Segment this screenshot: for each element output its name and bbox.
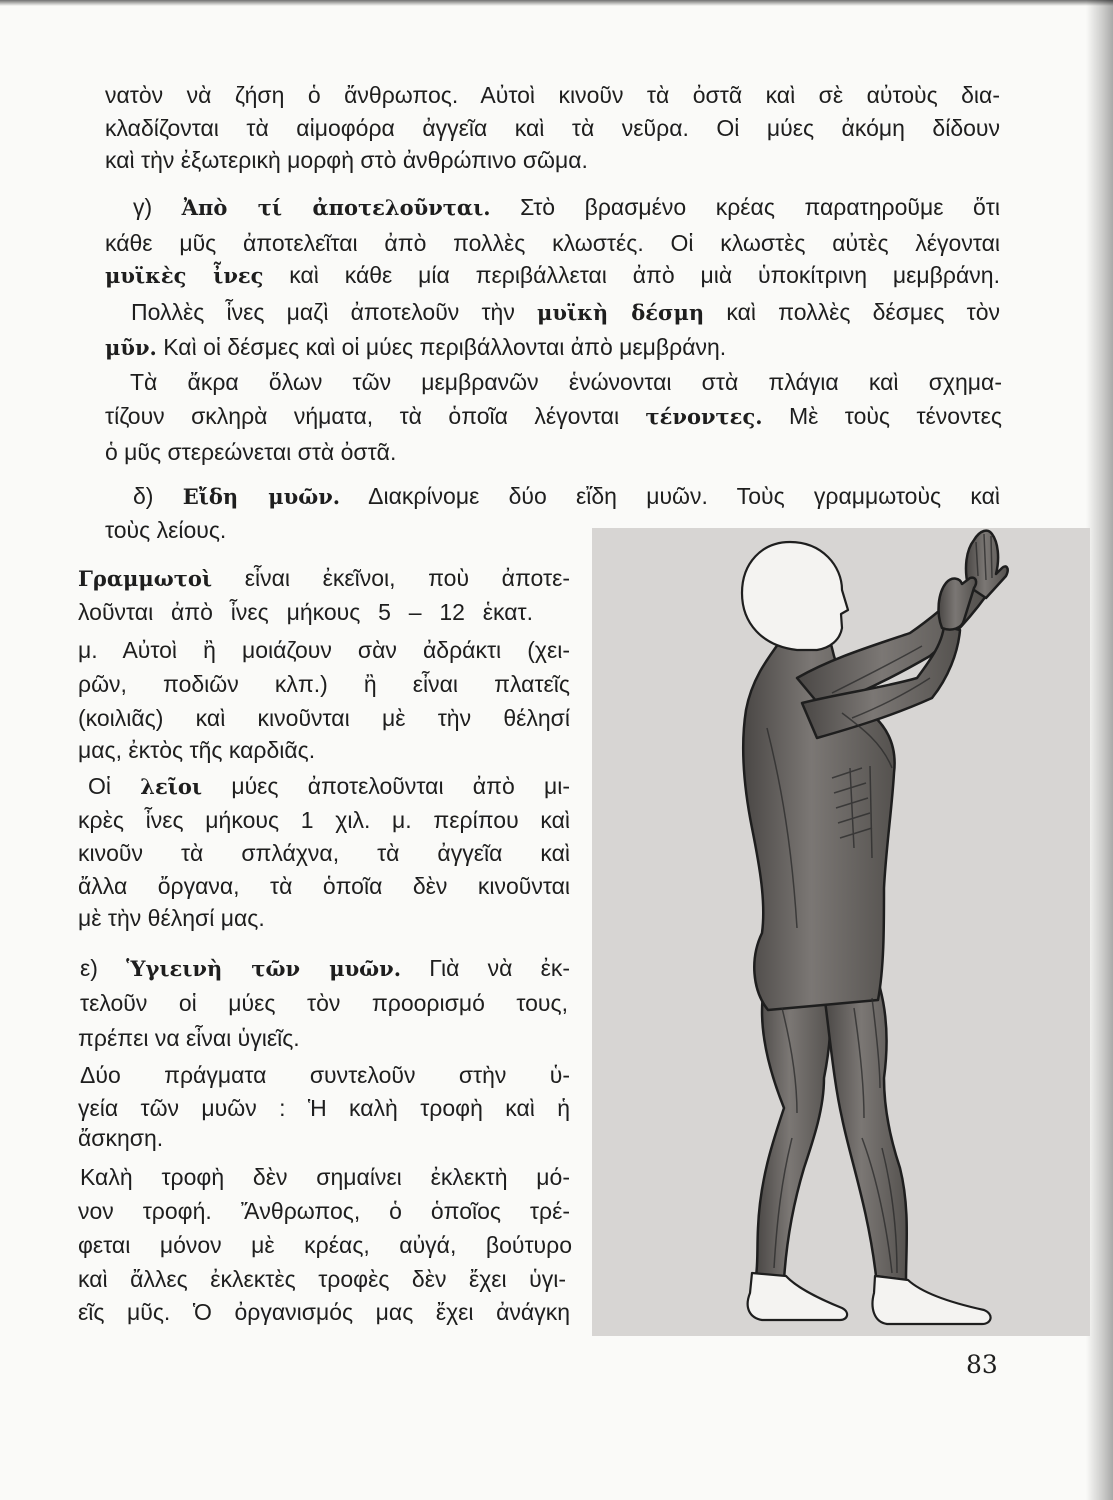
bold-term: Γραμμωτοὶ [78, 566, 213, 591]
section-heading: Ὑγιεινὴ τῶν μυῶν. [126, 956, 402, 981]
body-text-line [78, 1194, 570, 1228]
text: Στὸ βρασμένο κρέας παρατηροῦμε ὅτι [490, 194, 1000, 220]
text: νατὸν νὰ ζήση ὁ ἄνθρωπος. Αὐτοὶ κινοῦν τὰ ὀστᾶ καὶ σὲ αὐτοὺς δια- [105, 82, 1000, 108]
scan-edge-shadow [1086, 0, 1113, 1500]
text: τελοῦν οἱ μύες τὸν προορισμό τους, [80, 990, 568, 1016]
body-text-line [78, 1091, 570, 1125]
text: μὲ τὴν θέλησί μας. [78, 905, 265, 931]
body-text-line [78, 667, 570, 701]
body-text-line [78, 561, 570, 595]
bold-term: μῦν. [105, 335, 157, 360]
text: μας, ἐκτὸς τῆς καρδιᾶς. [78, 737, 316, 763]
body-text-line [78, 869, 570, 903]
body-text-line [105, 258, 1000, 292]
bold-term: τένοντες. [645, 404, 763, 429]
text: λοῦνται ἀπὸ ἶνες μήκους 5 – 12 ἑκατ. [78, 599, 533, 625]
body-text-line [78, 701, 570, 735]
body-text-line [131, 295, 1000, 329]
body-text-line [88, 769, 570, 803]
back-foot [748, 1273, 847, 1320]
text: μύες ἀποτελοῦνται ἀπὸ μι- [202, 773, 571, 799]
text: Τὰ ἄκρα ὅλων τῶν μεμβρανῶν ἑνώνονται στὰ πλάγια καὶ σχημα- [130, 369, 1002, 395]
text: καὶ κάθε μία περιβάλλεται ἀπὸ μιὰ ὑποκίτρινη μεμβράνη. [263, 262, 1000, 288]
text: Καλὴ τροφὴ δὲν σημαίνει ἐκλεκτὴ μό- [80, 1164, 570, 1190]
text: κρὲς ἶνες μήκους 1 χιλ. μ. περίπου καὶ [78, 807, 570, 833]
body-text-line [78, 901, 570, 935]
text: καὶ ἄλλες ἐκλεκτὲς τροφὲς δὲν ἔχει ὑγι- [78, 1266, 566, 1292]
body-text-line [78, 1295, 570, 1329]
body-text-line [78, 1021, 570, 1055]
section-epsilon-heading-line [80, 951, 570, 985]
body-text-line [78, 1262, 566, 1296]
muscular-figure-illustration [592, 528, 1090, 1336]
body-text-line [105, 330, 1000, 364]
section-heading: Ἀπὸ τί ἀποτελοῦνται. [181, 195, 491, 220]
section-label: δ) [133, 483, 183, 509]
body-text-line [105, 226, 1000, 260]
body-text-line [78, 1121, 570, 1155]
front-leg [824, 988, 907, 1280]
text: ἄσκηση. [78, 1125, 164, 1151]
body-text-line [78, 633, 570, 667]
text: φεται μόνον μὲ κρέας, αὐγά, βούτυρο [78, 1232, 572, 1258]
scan-top-shadow [0, 0, 1113, 6]
body-text-line [105, 435, 1000, 469]
text: πρέπει να εἶναι ὑγιεῖς. [78, 1025, 300, 1051]
text: μ. Αὐτοὶ ἢ μοιάζουν σὰν ἀδράκτι (χει- [78, 637, 570, 663]
text: Οἱ [88, 773, 141, 799]
text: Μὲ τοὺς τένοντες [762, 403, 1002, 429]
text: κινοῦν τὰ σπλάχνα, τὰ ἀγγεῖα καὶ [78, 840, 570, 866]
body-text-line [78, 1228, 572, 1262]
text: ρῶν, ποδιῶν κλπ.) ἢ εἶναι πλατεῖς [78, 671, 570, 697]
section-label: γ) [133, 194, 182, 220]
text: ἄλλα ὄργανα, τὰ ὁποῖα δὲν κινοῦνται [78, 873, 570, 899]
body-text-line [78, 836, 570, 870]
text: τοὺς λείους. [105, 517, 227, 543]
body-text-line [80, 1058, 570, 1092]
text: εῖς μῦς. Ὁ ὀργανισμός μας ἔχει ἀνάγκη [78, 1299, 570, 1325]
text: γεία τῶν μυῶν : Ἡ καλὴ τροφὴ καὶ ἡ [78, 1095, 570, 1121]
back-leg [756, 988, 831, 1280]
head [742, 542, 848, 650]
body-text-line [105, 399, 1002, 433]
text: κλαδίζονται τὰ αἱμοφόρα ἀγγεῖα καὶ τὰ νεῦρα. Οἱ μύες ἀκόμη δίδουν [105, 115, 1000, 141]
bold-term: μυϊκὴ δέσμη [537, 300, 705, 325]
text: τίζουν σκληρὰ νήματα, τὰ ὁποῖα λέγονται [105, 403, 646, 429]
text: Καὶ οἱ δέσμες καὶ οἱ μύες περιβάλλονται ἀπὸ μεμβράνη. [156, 334, 727, 360]
body-text-line [78, 733, 570, 767]
text: νον τροφή. Ἄνθρωπος, ὁ ὁποῖος τρέ- [78, 1198, 570, 1224]
body-text-line [105, 78, 1000, 112]
section-label: ε) [80, 955, 127, 981]
body-text-line [80, 1160, 570, 1194]
body-text-line [105, 143, 1000, 177]
text: ὁ μῦς στερεώνεται στὰ ὀστᾶ. [105, 439, 397, 465]
bold-term: λεῖοι [140, 774, 203, 799]
body-text-line [78, 803, 570, 837]
body-text-line [130, 365, 1002, 399]
text: καὶ τὴν ἐξωτερικὴ μορφὴ στὸ ἀνθρώπινο σῶμα. [105, 147, 588, 173]
bold-term: μυϊκὲς ἶνες [105, 263, 264, 288]
section-delta-heading-line [133, 479, 1000, 513]
body-text-line [80, 986, 568, 1020]
section-gamma-heading-line [133, 190, 1000, 224]
text: Γιὰ νὰ ἐκ- [401, 955, 570, 981]
figure-svg [592, 528, 1090, 1336]
body-text-line [105, 111, 1000, 145]
text: εἶναι ἐκεῖνοι, ποὺ ἀποτε- [212, 565, 570, 591]
section-heading: Εἴδη μυῶν. [182, 484, 341, 509]
text: Πολλὲς ἶνες μαζὶ ἀποτελοῦν τὴν [131, 299, 538, 325]
page-number: 83 [966, 1350, 998, 1379]
text: καὶ πολλὲς δέσμες τὸν [704, 299, 1001, 325]
body-text-line [78, 595, 533, 629]
text: κάθε μῦς ἀποτελεῖται ἀπὸ πολλὲς κλωστές. Οἱ κλωστὲς αὐτὲς λέγονται [105, 230, 1000, 256]
front-foot [873, 1276, 991, 1324]
text: Διακρίνομε δύο εἴδη μυῶν. Τοὺς γραμμωτοὺς καὶ [340, 483, 1000, 509]
text: (κοιλιᾶς) καὶ κινοῦνται μὲ τὴν θέλησί [78, 705, 570, 731]
text: Δύο πράγματα συντελοῦν στὴν ὑ- [80, 1062, 570, 1088]
